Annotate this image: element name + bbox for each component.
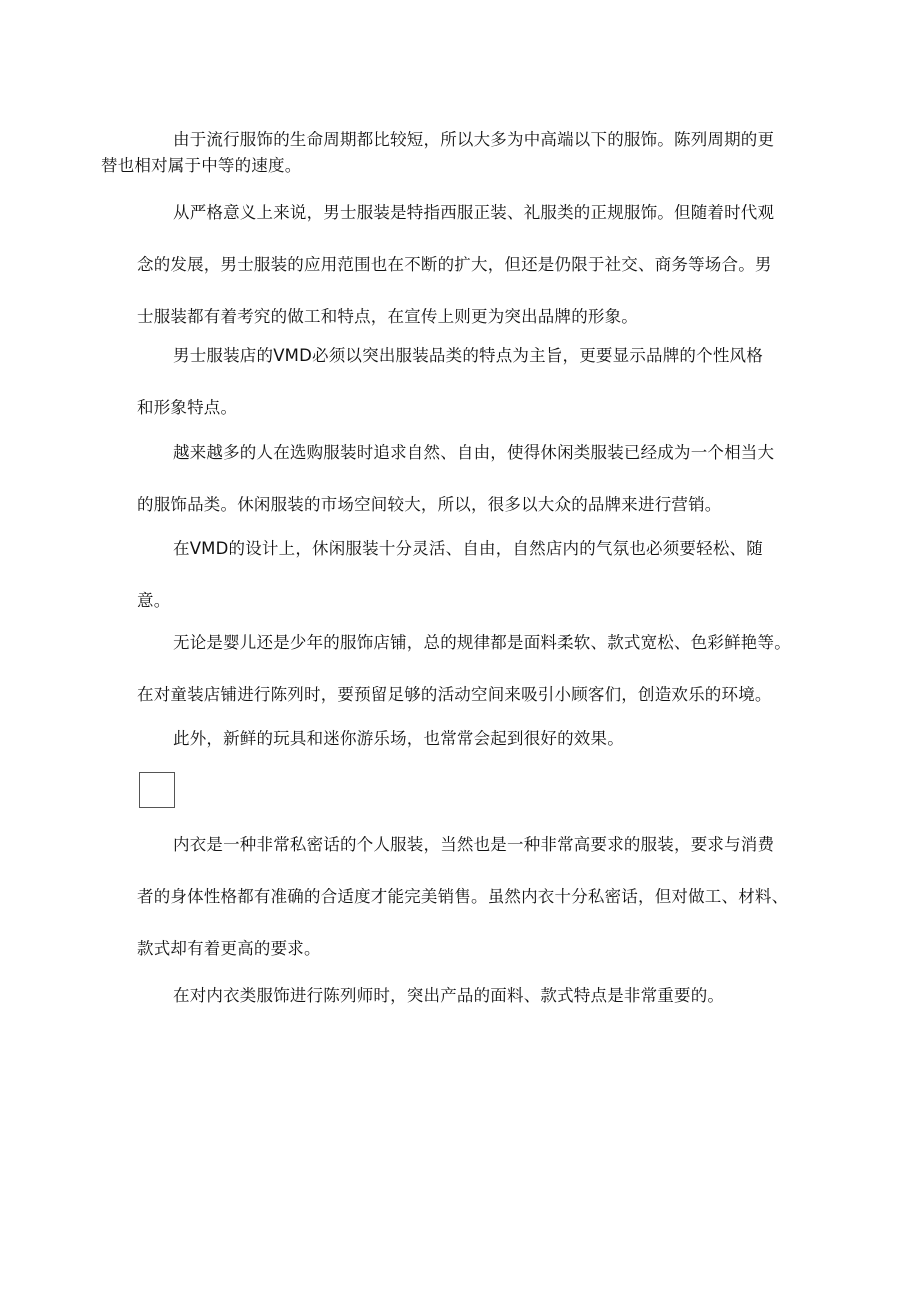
- paragraph-menswear-vmd: [137, 330, 797, 434]
- text-line: 士服装都有着考究的做工和特点，在宣传上则更为突出品牌的形象。: [137, 307, 638, 326]
- text-line: 款式却有着更高的要求。: [137, 939, 321, 958]
- paragraph-underwear-display: [137, 970, 797, 1022]
- text-line: 在VMD的设计上，休闲服装十分灵活、自由，自然店内的气氛也必须要轻松、随: [173, 539, 763, 558]
- text-line: 无论是婴儿还是少年的服饰店铺，总的规律都是面料柔软、款式宽松、色彩鲜艳等。: [173, 633, 791, 652]
- paragraph-toys-playground: [137, 713, 797, 765]
- text-line: 内衣是一种非常私密话的个人服装，当然也是一种非常高要求的服装，要求与消费: [173, 835, 775, 854]
- paragraph-casualwear: [137, 427, 797, 531]
- text-line: 替也相对属于中等的速度。: [101, 156, 302, 175]
- text-line: 意。: [137, 591, 171, 610]
- text-line: 由于流行服饰的生命周期都比较短，所以大多为中高端以下的服饰。陈列周期的更: [173, 130, 775, 149]
- text-line: 者的身体性格都有准确的合适度才能完美销售。虽然内衣十分私密话，但对做工、材料、: [137, 887, 789, 906]
- text-line: 此外，新鲜的玩具和迷你游乐场，也常常会起到很好的效果。: [173, 729, 624, 748]
- text-line: 越来越多的人在选购服装时追求自然、自由，使得休闲类服装已经成为一个相当大: [173, 443, 775, 462]
- paragraph-underwear: [137, 819, 797, 975]
- paragraph-casualwear-vmd: [137, 523, 797, 627]
- text-line: 从严格意义上来说，男士服装是特指西服正装、礼服类的正规服饰。但随着时代观: [173, 203, 775, 222]
- paragraph-childrenswear: [137, 617, 797, 721]
- text-line: 在对内衣类服饰进行陈列师时，突出产品的面料、款式特点是非常重要的。: [173, 986, 725, 1005]
- image-placeholder-box: [139, 772, 175, 808]
- text-line: 和形象特点。: [137, 398, 238, 417]
- paragraph-fashion-cycle: [101, 127, 797, 179]
- text-line: 念的发展，男士服装的应用范围也在不断的扩大，但还是仍限于社交、商务等场合。男: [137, 255, 772, 274]
- text-line: 在对童装店铺进行陈列时，要预留足够的活动空间来吸引小顾客们，创造欢乐的环境。: [137, 685, 772, 704]
- text-line: 的服饰品类。休闲服装的市场空间较大，所以，很多以大众的品牌来进行营销。: [137, 495, 722, 514]
- paragraph-menswear: [137, 187, 797, 343]
- text-line: 男士服装店的VMD必须以突出服装品类的特点为主旨，更要显示品牌的个性风格: [173, 346, 763, 365]
